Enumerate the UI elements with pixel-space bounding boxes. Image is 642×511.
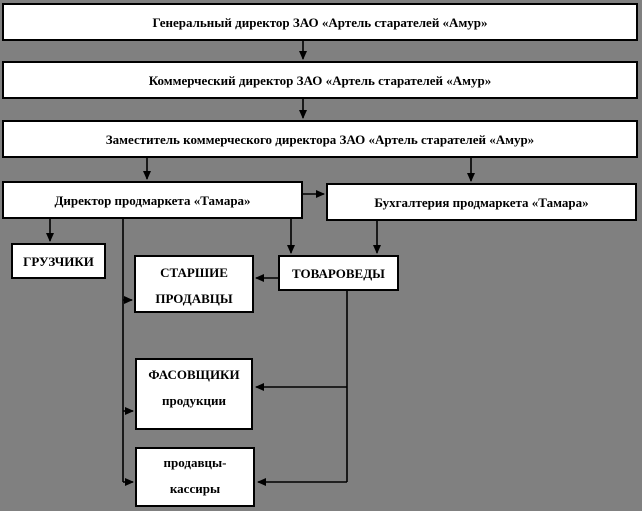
node-loaders xyxy=(11,243,106,279)
node-accounting xyxy=(326,183,637,221)
node-packers-line1: ФАСОВЩИКИ xyxy=(148,367,240,382)
node-packers-line2: продукции xyxy=(162,393,226,408)
node-commercial-director xyxy=(2,61,638,99)
node-packers xyxy=(135,358,253,430)
node-cashiers-line1: продавцы- xyxy=(163,455,227,470)
node-loaders-label: ГРУЗЧИКИ xyxy=(23,253,94,269)
node-general-director xyxy=(2,3,638,41)
node-accounting-label: Бухгалтерия продмаркета «Тамара» xyxy=(374,194,589,210)
node-cashiers xyxy=(135,447,255,507)
node-deputy-commercial-director xyxy=(2,120,638,158)
node-senior-sellers-line2: ПРОДАВЦЫ xyxy=(155,291,233,306)
node-goods-managers xyxy=(278,255,399,291)
node-senior-sellers-line1: СТАРШИЕ xyxy=(160,265,228,280)
node-senior-sellers xyxy=(134,255,254,313)
node-deputy-commercial-director-label: Заместитель коммерческого директора ЗАО «Артель старателей «Амур» xyxy=(105,131,535,147)
node-general-director-label: Генеральный директор ЗАО «Артель старателей «Амур» xyxy=(152,14,488,30)
node-goods-managers-label: ТОВАРОВЕДЫ xyxy=(292,265,385,281)
node-commercial-director-label: Коммерческий директор ЗАО «Артель старателей «Амур» xyxy=(148,72,492,88)
node-prodmarket-director xyxy=(2,181,303,219)
node-prodmarket-director-label: Директор продмаркета «Тамара» xyxy=(54,192,251,208)
node-cashiers-line2: кассиры xyxy=(169,481,221,496)
